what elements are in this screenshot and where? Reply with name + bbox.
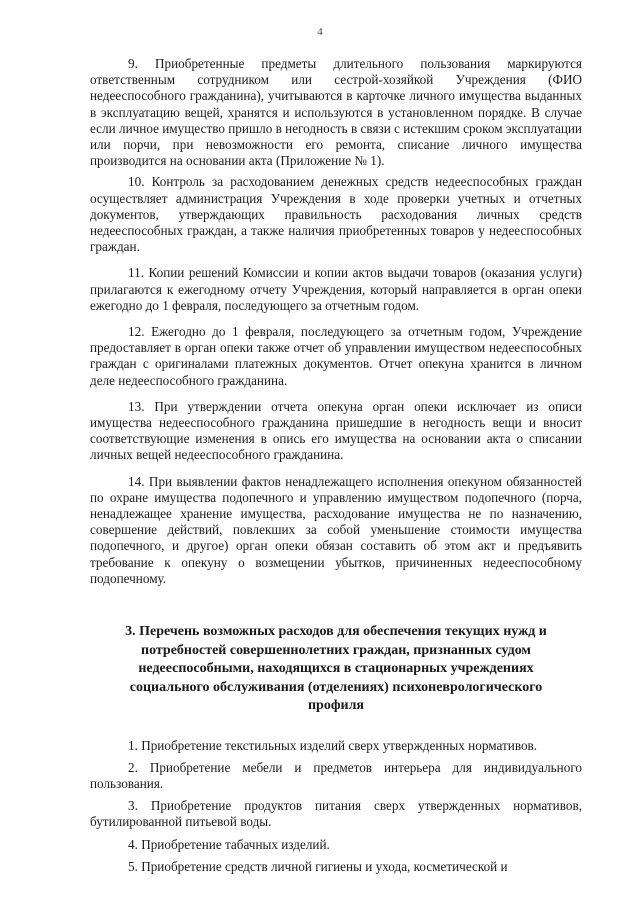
paragraph-11: 11. Копии решений Комиссии и копии актов выдачи товаров (оказания услуги) прилагаются к ежегодному отчету Учреждения, который направляется в орган опеки ежегодно до 1 февраля, последующего за отчетным годом. <box>90 265 582 313</box>
document-body <box>90 56 582 881</box>
paragraph-12: 12. Ежегодно до 1 февраля, последующего за отчетным годом, Учреждение предоставляет в орган опеки также отчет об управлении имуществом недееспособных граждан с оригиналами платежных документов. Отчет опекуна хранится в личном деле недееспособного гражданина. <box>90 324 582 388</box>
paragraph-9: 9. Приобретенные предметы длительного пользования маркируются ответственным сотрудником или сестрой-хозяйкой Учреждения (ФИО недееспособного гражданина), учитываются в карточке личного имущества выданных в эксплуатацию вещей, хранятся и используются в установленном порядке. В случае если личное имущество пришло в негодность в связи с истекшим сроком эксплуатации или порчи, при невозможности его ремонта, списание личного имущества производится на основании акта (Приложение № 1). <box>90 56 582 169</box>
paragraph-10: 10. Контроль за расходованием денежных средств недееспособных граждан осуществляет администрация Учреждения в ходе проверки учетных и отчетных документов, утверждающих правильность расходования личных средств недееспособных граждан, а также наличия приобретенных товаров у недееспособных граждан. <box>90 174 582 255</box>
list-item: 2. Приобретение мебели и предметов интерьера для индивидуального пользования. <box>90 759 582 791</box>
list-item: 4. Приобретение табачных изделий. <box>128 836 330 852</box>
paragraph-13: 13. При утверждении отчета опекуна орган опеки исключает из описи имущества недееспособного гражданина пришедшие в негодность вещи и вносит соответствующие изменения в опись его имущества на основании акта о списании личных вещей недееспособного гражданина. <box>90 398 582 463</box>
paragraph-14: 14. При выявлении фактов ненадлежащего исполнения опекуном обязанностей по охране имущества подопечного и управлению имуществом подопечного (порча, ненадлежащее хранение имущества, расходование имущества не по назначению, совершение действий, повлекших за собой уменьшение стоимости имущества подопечного, и другое) орган опеки обязан составить об этом акт и предъявить требование к опекуну о возмещении убытков, причиненных недееспособному подопечному. <box>90 473 582 586</box>
list-item: 3. Приобретение продуктов питания сверх утвержденных нормативов, бутилированной питьевой воды. <box>90 798 582 830</box>
section-heading: 3. Перечень возможных расходов для обеспечения текущих нужд и потребностей совершеннолетних граждан, признанных судом недееспособными, находящихся в стационарных учреждениях социального обслуживания (отделениях) психоневрологического профиля <box>125 624 547 714</box>
list-item: 1. Приобретение текстильных изделий сверх утвержденных нормативов. <box>128 737 538 753</box>
page-number: 4 <box>317 26 323 38</box>
list-item: 5. Приобретение средств личной гигиены и ухода, косметической и <box>128 858 508 874</box>
